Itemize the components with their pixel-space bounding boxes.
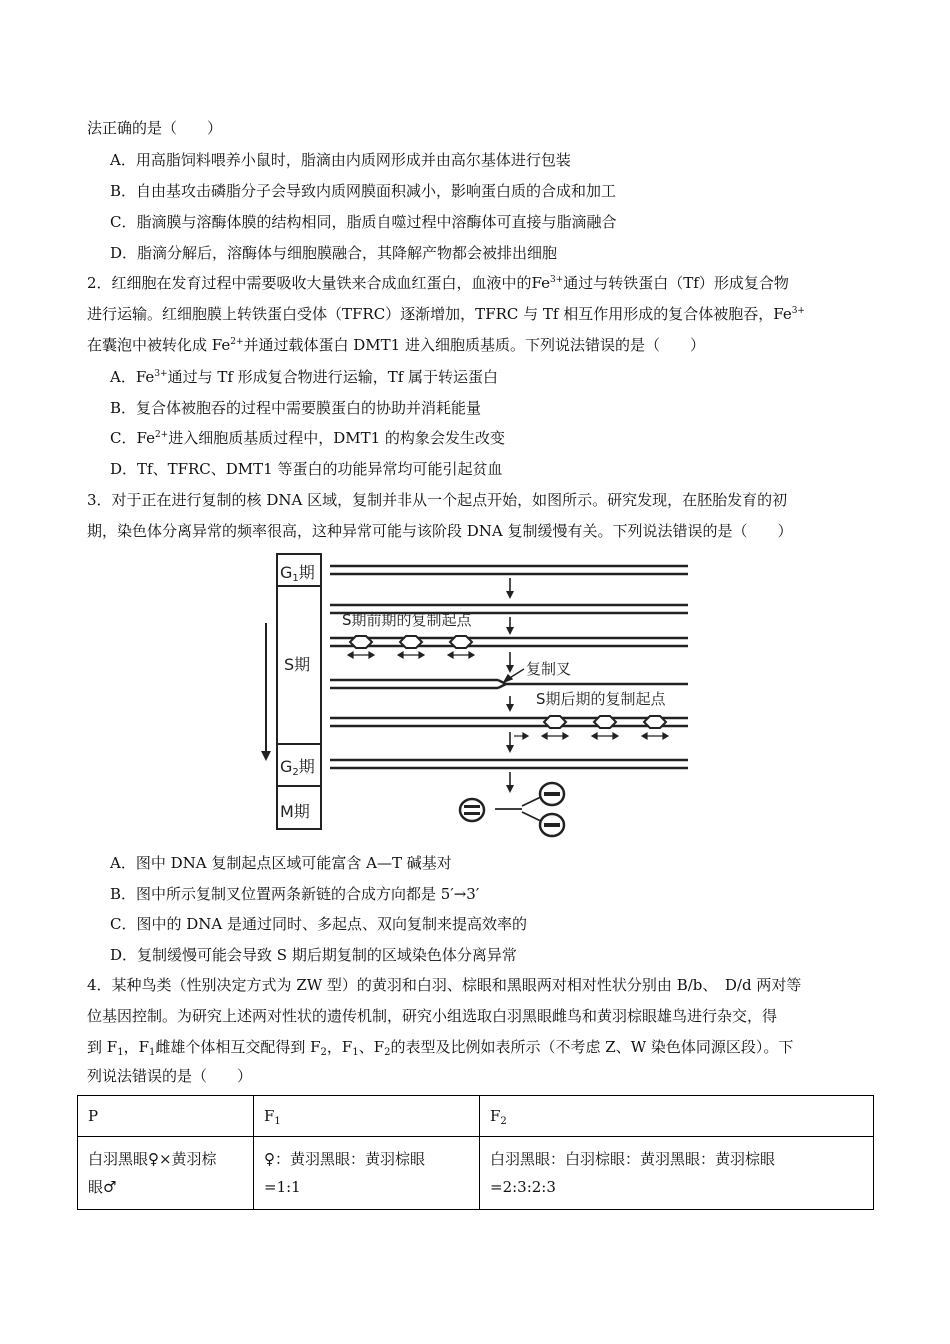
late-replication-bubbles: [544, 716, 666, 728]
q4-stem-line1: 4．某种鸟类（性别决定方式为 ZW 型）的黄羽和白羽、棕眼和黑眼两对相对性状分别由 B/b、 D/d 两对等: [87, 976, 802, 994]
label-replication-fork: 复制叉: [526, 660, 572, 678]
cell-f1: ♀：黄羽黑眼：黄羽棕眼 =1:1: [254, 1137, 480, 1210]
label-early-origins: S期前期的复制起点: [342, 611, 472, 629]
fork-pointer-arrow: [504, 669, 524, 682]
cell-f2: 白羽黑眼：白羽棕眼：黄羽黑眼：黄羽棕眼 =2:3:2:3: [480, 1137, 874, 1210]
q1-stem-end: 法正确的是（ ）: [87, 119, 223, 137]
mitosis-chromosome-icons: [460, 783, 564, 836]
q2-option-c[interactable]: C．$Fe^{2+}$进入细胞质基质过程中，DMT1 的构象会发生改变: [110, 429, 505, 447]
q3-stem-line1: 3．对于正在进行复制的核 DNA 区域，复制并非从一个起点开始，如图所示。研究发现，在胚胎发育的初: [87, 491, 788, 509]
q2-option-b[interactable]: B．复合体被胞吞的过程中需要膜蛋白的协助并消耗能量: [110, 399, 482, 417]
phase-g1-label: G1期: [280, 563, 315, 584]
label-late-origins: S期后期的复制起点: [536, 690, 666, 708]
header-f2: $F_2$: [480, 1096, 874, 1137]
cell-cycle-phase-column: [277, 554, 321, 829]
phase-m-label: M期: [280, 802, 310, 821]
phase-s-label: S期: [284, 655, 311, 674]
q4-stem-line3: 到 $F_1$，$F_1$雌雄个体相互交配得到 $F_2$，$F_1$、$F_2$的表型及比例如表所示（不考虑 Z、W 染色体同源区段）。下: [87, 1038, 794, 1058]
q3-option-c[interactable]: C．图中的 DNA 是通过同时、多起点、双向复制来提高效率的: [110, 915, 527, 933]
header-p: P: [78, 1096, 254, 1137]
time-arrow-icon: [261, 623, 271, 761]
table-row: [78, 1137, 874, 1210]
q3-stem-line2: 期，染色体分离异常的频率很高，这种异常可能与该阶段 DNA 复制缓慢有关。下列说法错误的是（ ）: [87, 522, 793, 540]
late-bidirectional-arrows: [514, 733, 668, 739]
q3-option-a[interactable]: A．图中 DNA 复制起点区域可能富含 A—T 碱基对: [110, 854, 452, 872]
phase-g2-label: G2期: [280, 757, 315, 778]
q1-option-c[interactable]: C．脂滴膜与溶酶体膜的结构相同，脂质自噬过程中溶酶体可直接与脂滴融合: [110, 213, 617, 231]
q2-stem-line1: 2．红细胞在发育过程中需要吸收大量铁来合成血红蛋白，血液中的$Fe^{3+}$通过与转铁蛋白（Tf）形成复合物: [87, 274, 789, 292]
header-f1: $F_1$: [254, 1096, 480, 1137]
q1-option-d[interactable]: D．脂滴分解后，溶酶体与细胞膜融合，其降解产物都会被排出细胞: [110, 244, 558, 262]
early-replication-bubbles: [350, 636, 472, 648]
q4-stem-line4: 列说法错误的是（ ）: [87, 1067, 253, 1085]
q2-option-d[interactable]: D．Tf、TFRC、DMT1 等蛋白的功能异常均可能引起贫血: [110, 460, 503, 478]
dna-replication-figure: [260, 548, 700, 848]
q4-stem-line2: 位基因控制。为研究上述两对性状的遗传机制，研究小组选取白羽黑眼雌鸟和黄羽棕眼雄鸟进行杂交，得: [87, 1007, 778, 1025]
q1-option-a[interactable]: A．用高脂饲料喂养小鼠时，脂滴由内质网形成并由高尔基体进行包装: [110, 151, 571, 169]
table-header-row: [78, 1096, 874, 1137]
q3-option-d[interactable]: D．复制缓慢可能会导致 S 期后期复制的区域染色体分离异常: [110, 946, 517, 964]
q2-stem-line3: 在囊泡中被转化成 $Fe^{2+}$并通过载体蛋白 DMT1 进入细胞质基质。下列说法错误的是（ ）: [87, 336, 705, 354]
cell-p: 白羽黑眼♀×黄羽棕 眼♂: [78, 1137, 254, 1210]
early-bidirectional-arrows: [348, 652, 474, 658]
q3-option-b[interactable]: B．图中所示复制叉位置两条新链的合成方向都是 5′→3′: [110, 885, 480, 903]
q2-stem-line2: 进行运输。红细胞膜上转铁蛋白受体（TFRC）逐渐增加，TFRC 与 Tf 相互作用形成的复合体被胞吞，$Fe^{3+}$: [87, 305, 805, 323]
q2-option-a[interactable]: A．$Fe^{3+}$通过与 Tf 形成复合物进行运输，Tf 属于转运蛋白: [110, 368, 499, 386]
genetics-cross-table: [77, 1095, 874, 1210]
q1-option-b[interactable]: B．自由基攻击磷脂分子会导致内质网膜面积减小，影响蛋白质的合成和加工: [110, 182, 617, 200]
